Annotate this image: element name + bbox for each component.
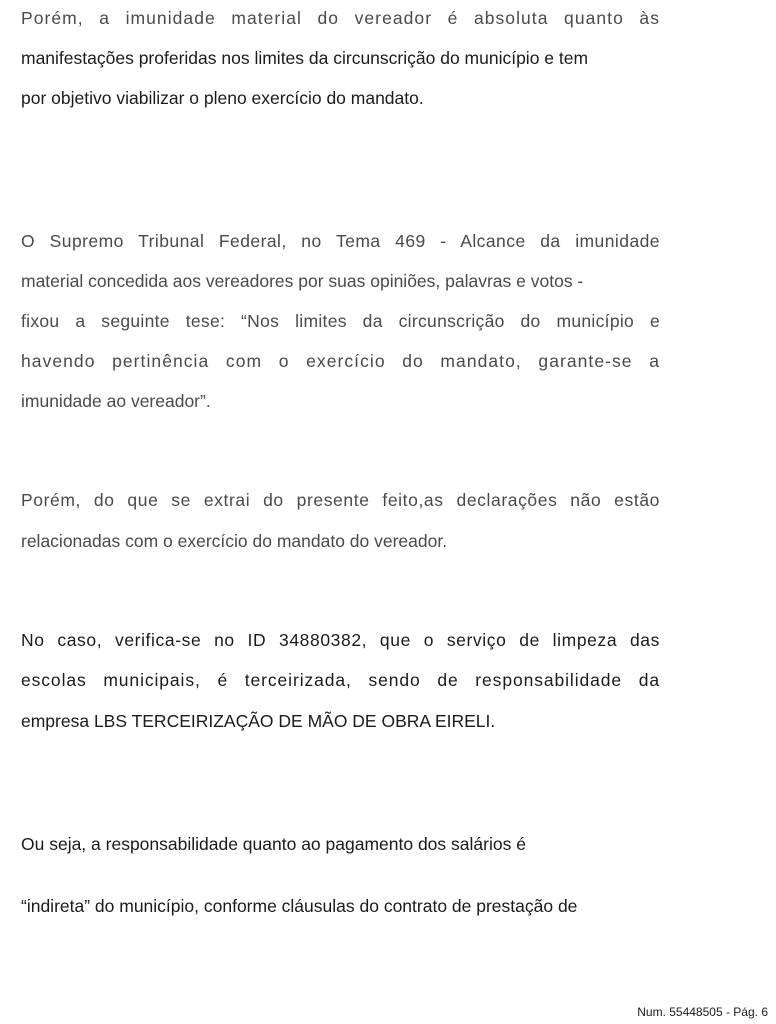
paragraph-line: fixou a seguinte tese: “Nos limites da circunscrição do município e (21, 311, 660, 331)
paragraph-line: manifestações proferidas nos limites da circunscrição do município e tem (21, 48, 589, 68)
paragraph-line: Porém, a imunidade material do vereador é absoluta quanto às (21, 8, 660, 28)
paragraph-line: empresa LBS TERCEIRIZAÇÃO DE MÃO DE OBRA EIRELI. (21, 711, 496, 731)
paragraph-line: relacionadas com o exercício do mandato do vereador. (21, 531, 448, 551)
paragraph-line: havendo pertinência com o exercício do mandato, garante-se a (21, 351, 660, 371)
paragraph-line: O Supremo Tribunal Federal, no Tema 469 - Alcance da imunidade (21, 231, 660, 251)
paragraph-line: No caso, verifica-se no ID 34880382, que o serviço de limpeza das (21, 630, 660, 650)
page-footer-number: Num. 55448505 - Pág. 6 (637, 1005, 768, 1019)
paragraph-line: material concedida aos vereadores por suas opiniões, palavras e votos - (21, 271, 584, 291)
paragraph-line: escolas municipais, é terceirizada, sendo de responsabilidade da (21, 670, 660, 690)
paragraph-line: “indireta” do município, conforme cláusulas do contrato de prestação de (21, 896, 578, 916)
paragraph-line: Ou seja, a responsabilidade quanto ao pagamento dos salários é (21, 834, 526, 854)
paragraph-line: imunidade ao vereador”. (21, 391, 211, 411)
paragraph-line: Porém, do que se extrai do presente feito,as declarações não estão (21, 490, 660, 510)
paragraph-line: por objetivo viabilizar o pleno exercício do mandato. (21, 88, 424, 108)
